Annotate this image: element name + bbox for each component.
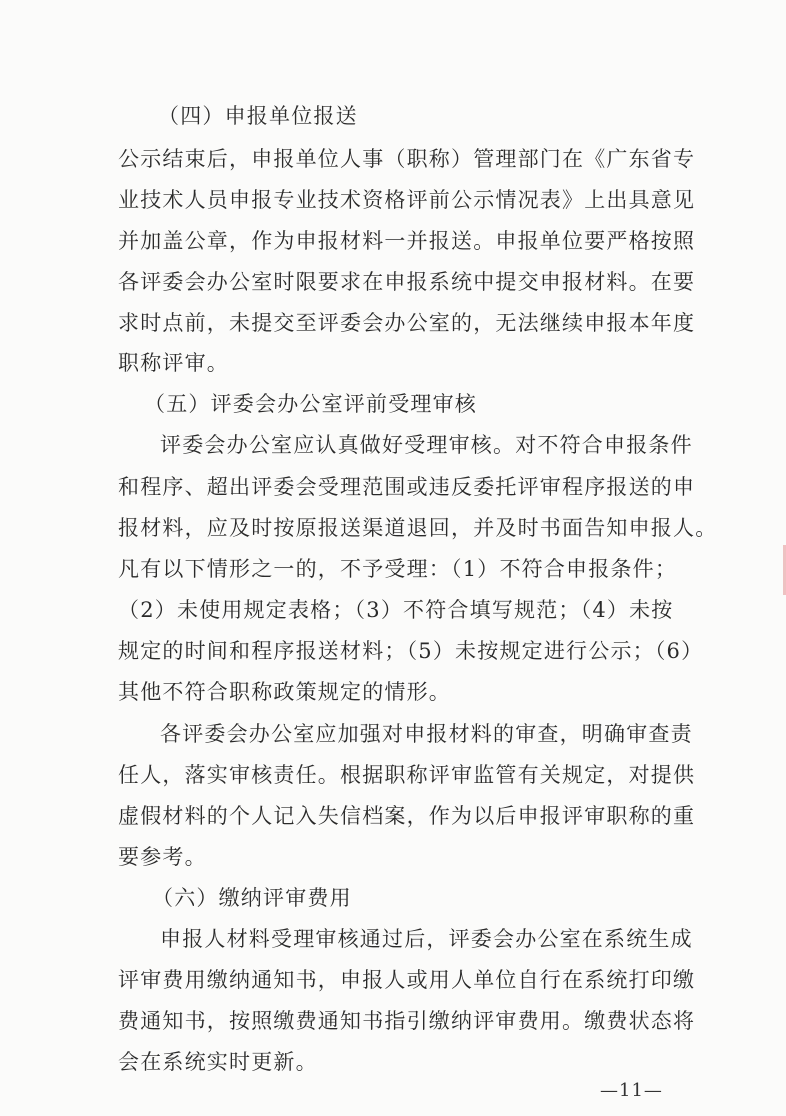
paragraph-line: 职称评审。	[118, 351, 229, 375]
paragraph-line: 会在系统实时更新。	[118, 1050, 318, 1074]
paragraph-line: 任人，落实审核责任。根据职称评审监管有关规定，对提供	[118, 763, 696, 787]
paragraph-line: 并加盖公章，作为申报材料一并报送。申报单位要严格按照	[118, 229, 696, 253]
paragraph-line: 业技术人员申报专业技术资格评前公示情况表》上出具意见	[118, 188, 696, 212]
paragraph-line: 凡有以下情形之一的，不予受理：（1）不符合申报条件；	[118, 557, 678, 581]
paragraph-line: 虚假材料的个人记入失信档案，作为以后申报评审职称的重	[118, 804, 696, 828]
section-heading-4: （四）申报单位报送	[158, 104, 358, 128]
paragraph-line: 规定的时间和程序报送材料；（5）未按规定进行公示；（6）	[118, 639, 704, 663]
paragraph-line: 各评委会办公室应加强对申报材料的审查，明确审查责	[160, 722, 693, 746]
paragraph-line: 各评委会办公室时限要求在申报系统中提交申报材料。在要	[118, 270, 696, 294]
paragraph-line: 费通知书，按照缴费通知书指引缴纳评审费用。缴费状态将	[118, 1009, 696, 1033]
section-heading-6: （六）缴纳评审费用	[152, 886, 352, 910]
paragraph-line: 公示结束后，申报单位人事（职称）管理部门在《广东省专	[118, 147, 696, 171]
page-number: —11—	[600, 1080, 663, 1101]
paragraph-line: 评审费用缴纳通知书，申报人或用人单位自行在系统打印缴	[118, 968, 696, 992]
section-heading-5: （五）评委会办公室评前受理审核	[144, 392, 477, 416]
paragraph-line: （2）未使用规定表格；（3）不符合填写规范；（4）未按	[118, 598, 674, 622]
paragraph-line: 报材料，应及时按原报送渠道退回，并及时书面告知申报人。	[118, 516, 718, 540]
paragraph-line: 其他不符合职称政策规定的情形。	[118, 680, 451, 704]
paragraph-line: 求时点前，未提交至评委会办公室的，无法继续申报本年度	[118, 311, 696, 335]
paragraph-line: 申报人材料受理审核通过后，评委会办公室在系统生成	[160, 927, 693, 951]
paragraph-line: 要参考。	[118, 845, 207, 869]
paragraph-line: 和程序、超出评委会受理范围或违反委托评审程序报送的申	[118, 475, 696, 499]
paragraph-line: 评委会办公室应认真做好受理审核。对不符合申报条件	[160, 433, 693, 457]
